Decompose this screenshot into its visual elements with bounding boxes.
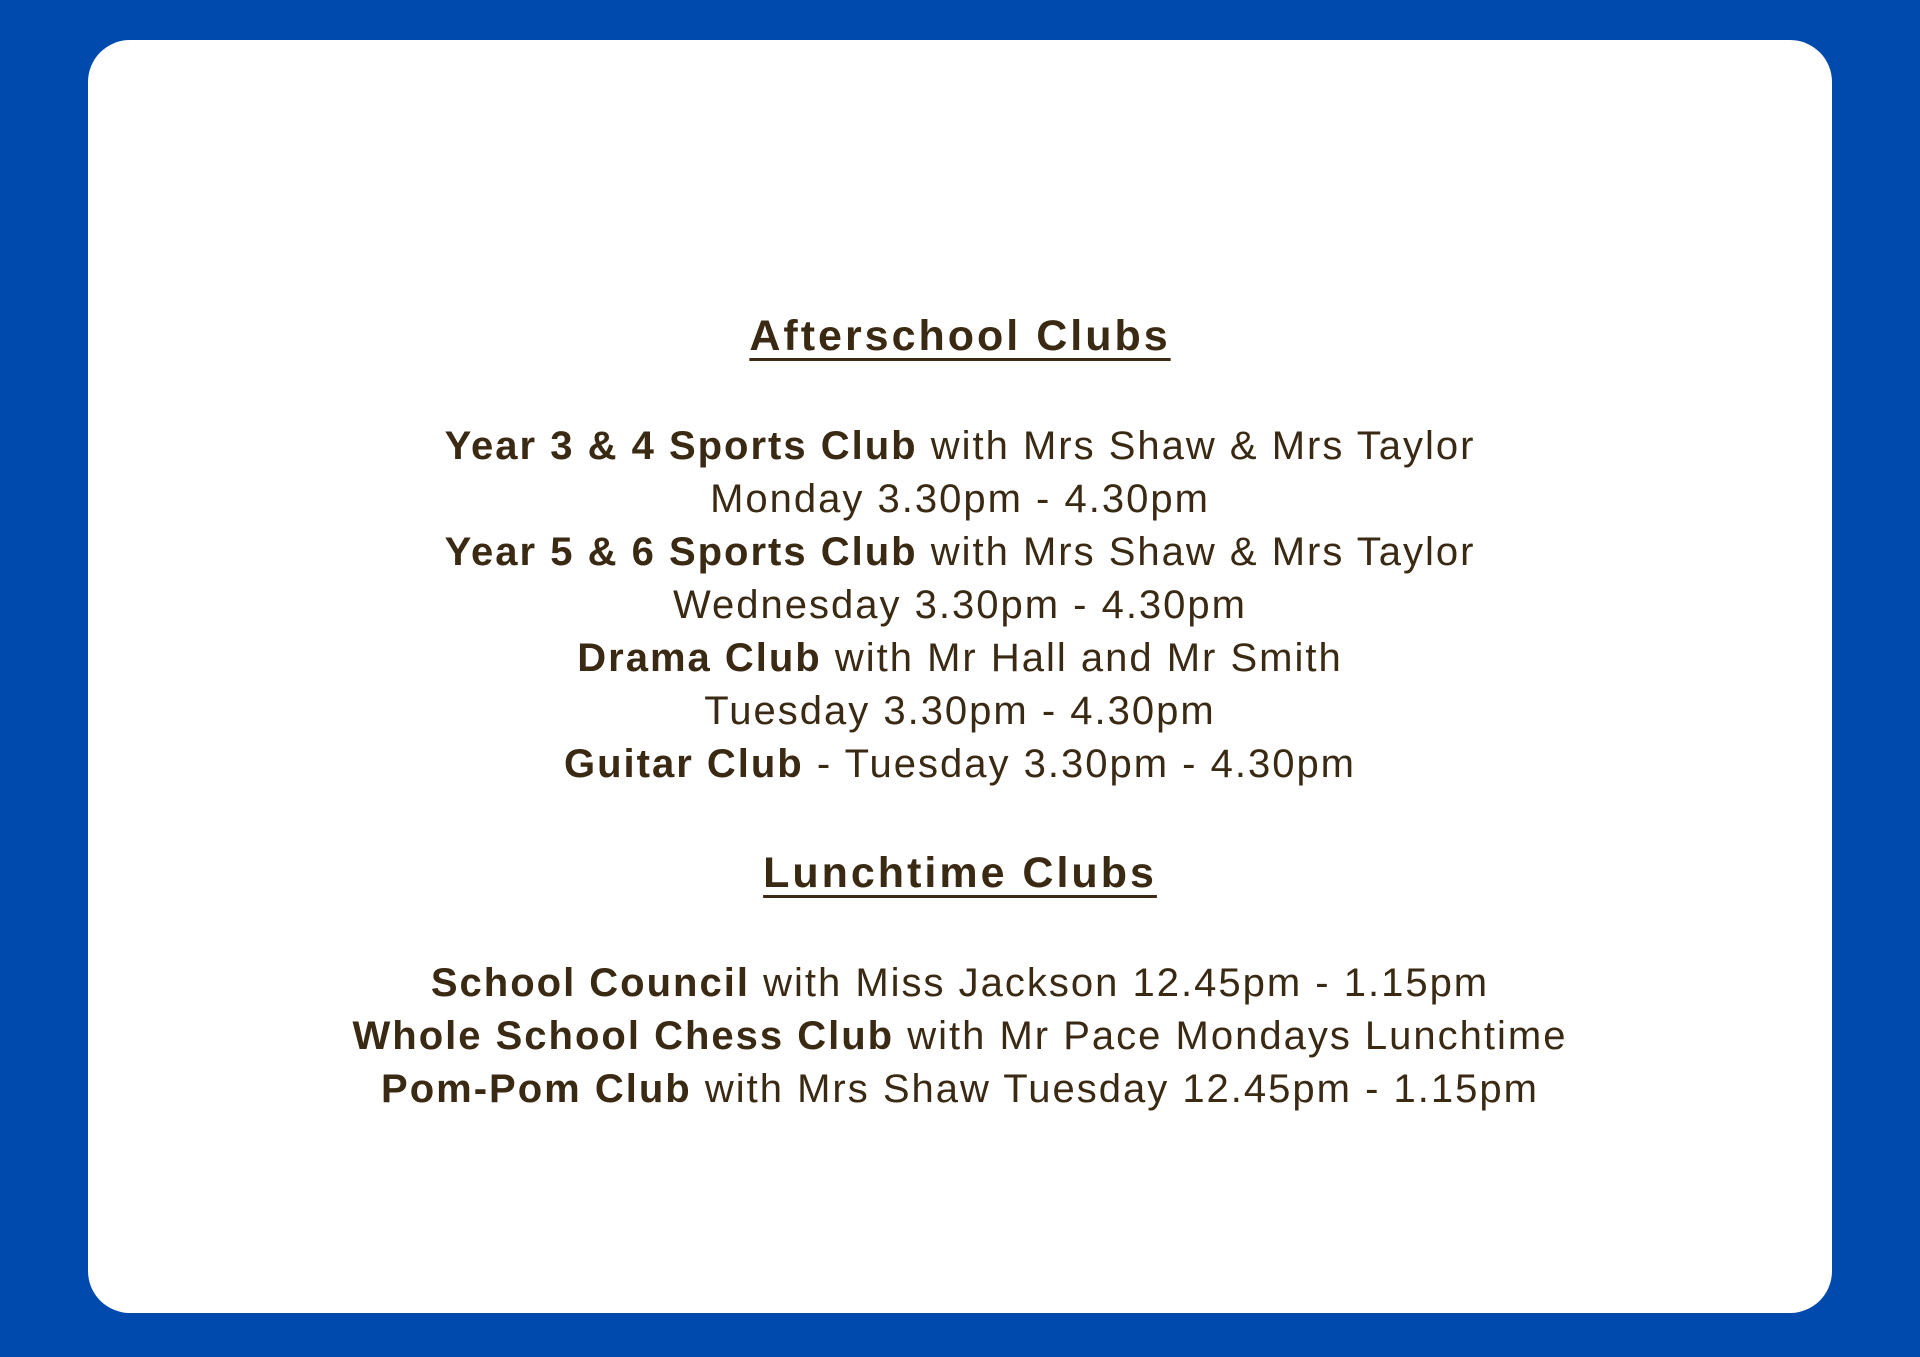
club-line-year34-time [88,473,1832,526]
club-details: - Tuesday 3.30pm - 4.30pm [803,742,1357,786]
club-details: with Mrs Shaw & Mrs Taylor [917,530,1476,574]
club-time: Tuesday 3.30pm - 4.30pm [704,689,1216,733]
clubs-content [88,310,1832,1116]
club-details: with Miss Jackson 12.45pm - 1.15pm [749,961,1490,1005]
spacer [88,362,1832,420]
club-details: with Mrs Shaw & Mrs Taylor [917,424,1476,468]
club-name: School Council [430,961,750,1005]
lunchtime-heading: Lunchtime Clubs [763,849,1157,897]
club-line-year56-time [88,579,1832,632]
club-details: with Mrs Shaw Tuesday 12.45pm - 1.15pm [691,1067,1539,1111]
club-line-year56-sports [88,526,1832,579]
club-line-pompom [88,1063,1832,1116]
spacer [88,899,1832,957]
club-name: Drama Club [577,636,822,680]
club-name: Pom-Pom Club [381,1067,692,1111]
club-line-guitar [88,738,1832,791]
club-card [88,40,1832,1313]
club-name: Whole School Chess Club [352,1014,895,1058]
afterschool-section [88,310,1832,791]
club-details: with Mr Hall and Mr Smith [821,636,1343,680]
club-name: Year 3 & 4 Sports Club [444,424,918,468]
club-line-year34-sports [88,420,1832,473]
club-time: Monday 3.30pm - 4.30pm [710,477,1210,521]
afterschool-heading: Afterschool Clubs [749,312,1171,360]
club-details: with Mr Pace Mondays Lunchtime [894,1014,1568,1058]
club-time: Wednesday 3.30pm - 4.30pm [672,583,1247,627]
club-line-chess [88,1010,1832,1063]
club-line-drama-time [88,685,1832,738]
club-name: Year 5 & 6 Sports Club [444,530,918,574]
club-line-school-council [88,957,1832,1010]
club-name: Guitar Club [563,742,804,786]
club-line-drama [88,632,1832,685]
lunchtime-section [88,847,1832,1116]
spacer [88,791,1832,847]
